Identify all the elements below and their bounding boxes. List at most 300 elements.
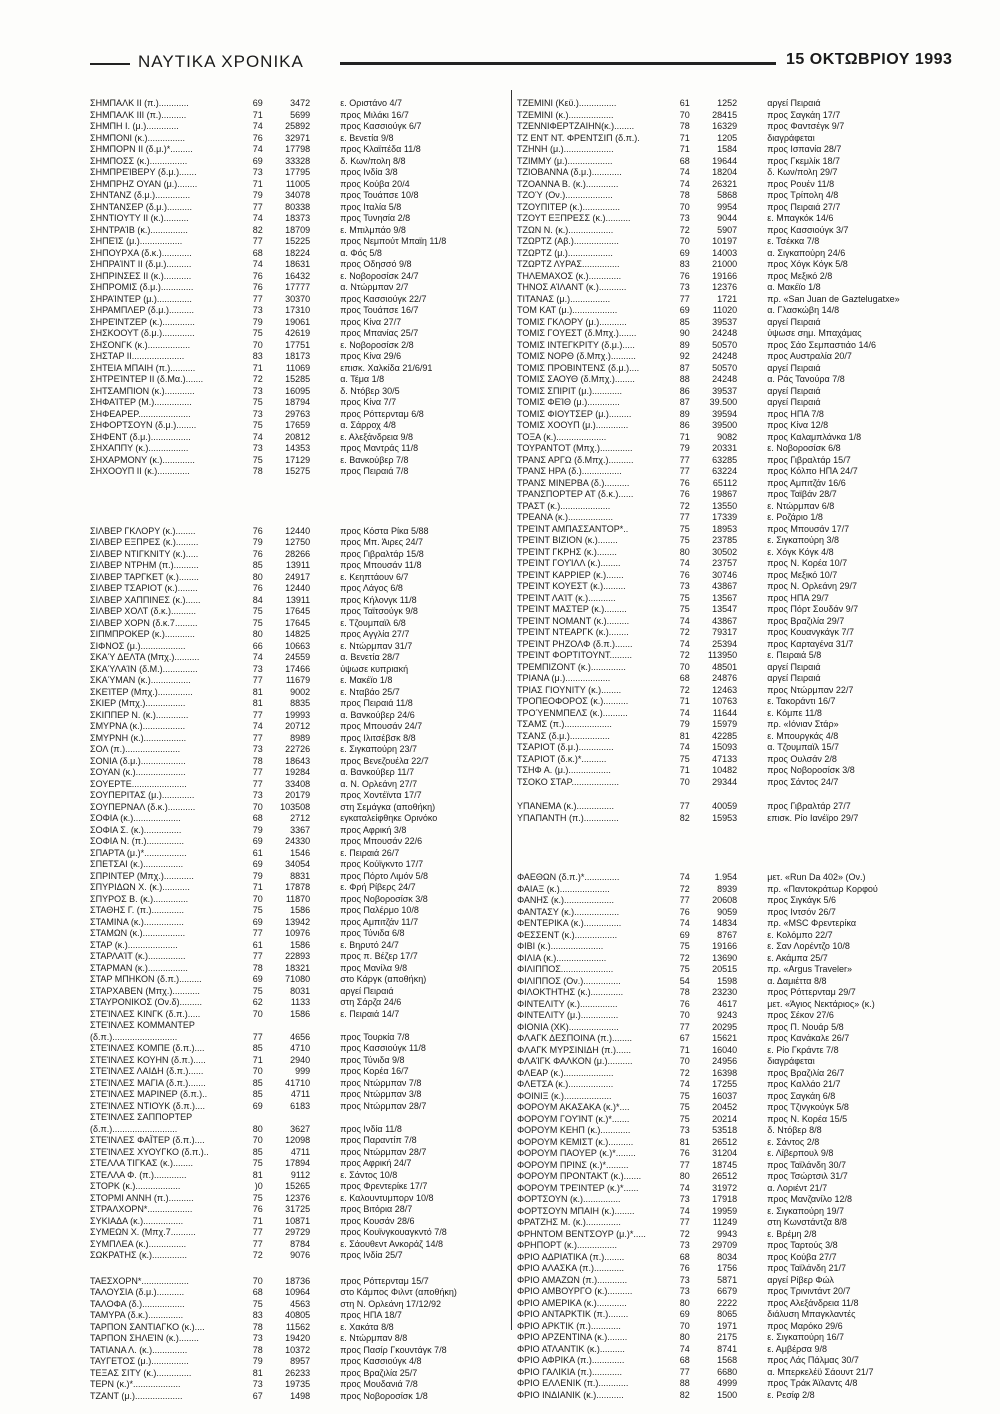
vessel-status: προς Κασσιούγκ 22/7	[340, 293, 427, 304]
vessel-status: προς Ινδία 11/8	[340, 1123, 402, 1134]
vessel-name: ΣΟΛ (π.)......................	[90, 744, 181, 754]
vessel-name: ΣΗΜΠΗ I. (μ.).............	[90, 121, 179, 131]
vessel-status: προς Μπουσάν 11/8	[340, 560, 422, 570]
vessel-status: ε. Βρέμη 2/8	[767, 1228, 817, 1239]
vessel-status: προς Βιτόρια 28/7	[340, 1204, 413, 1214]
vessel-row	[517, 466, 957, 478]
build-year: 74	[252, 721, 263, 731]
vessel-status: α. Λοριέντ 21/7	[767, 1182, 828, 1193]
vessel-name: ΣΗΦΑΊΤΕΡ (Μ.)...............	[90, 397, 192, 407]
vessel-row	[90, 1089, 530, 1101]
gross-tonnage: 5699	[290, 109, 311, 120]
gross-tonnage: 4656	[290, 1031, 311, 1042]
vessel-status: προς Πειραιά 7/8	[340, 466, 409, 476]
vessel-status: ε. Σιγκαπούρη 3/8	[767, 535, 840, 545]
vessel-name: ΦΟΡΤΣΟΥΝ (κ.)...............	[517, 1194, 621, 1204]
gross-tonnage: 8957	[290, 1356, 311, 1366]
vessel-name: ΦΡΙΟ ΑΡΖΕΝΤΙΝΑ (κ.)........	[517, 1332, 628, 1342]
vessel-status: ε. Βηρυτό 24/7	[340, 939, 399, 950]
gross-tonnage: 16095	[285, 385, 311, 396]
vessel-status: αργεί Πειραιά	[340, 985, 394, 996]
gross-tonnage: 19644	[712, 155, 738, 166]
vessel-status: ε. Νταβάο 25/7	[340, 686, 400, 697]
gross-tonnage: 1756	[717, 1263, 738, 1273]
build-year: 72	[679, 883, 690, 894]
vessel-name: ΤΡΟΎΕΝΜΠΕΛΣ (κ.)..........	[517, 707, 628, 718]
gross-tonnage: 11870	[285, 893, 311, 904]
gross-tonnage: 17878	[285, 882, 311, 892]
build-year: 74	[252, 259, 263, 269]
vessel-status: προς Κουσάν 28/6	[340, 1215, 415, 1226]
build-year: 72	[679, 500, 690, 511]
gross-tonnage: 39594	[712, 408, 738, 419]
vessel-name: ΣΗΝΤΑΝΣΕΡ (δ.μ.)..........	[90, 201, 192, 212]
vessel-status: προς Βραζιλία 29/7	[767, 615, 845, 626]
vessel-row	[90, 905, 530, 917]
vessel-row	[90, 986, 530, 998]
build-year: 80	[252, 1123, 263, 1134]
vessel-row	[517, 930, 957, 942]
gross-tonnage: 11679	[285, 675, 311, 685]
build-year: 68	[679, 155, 690, 166]
gross-tonnage: 9954	[717, 201, 738, 212]
vessel-status: αργεί Πειραιά	[767, 673, 821, 683]
build-year: 80	[679, 1332, 690, 1342]
build-year: 90	[679, 328, 690, 338]
vessel-name: ΤΗΝΟΣ ΑΊΛΑΝΤ (κ.)...........	[517, 282, 627, 292]
section-gap	[90, 478, 530, 526]
vessel-status: προς Μπουσάν 24/7	[340, 721, 423, 731]
gross-tonnage: 8989	[290, 732, 311, 743]
vessel-name: ΤΖΟΥΠΙΤΕΡ (κ.)...............	[517, 201, 621, 212]
build-year: 78	[252, 1321, 263, 1332]
build-year: 70	[252, 1135, 263, 1145]
vessel-row	[90, 202, 530, 214]
vessel-name: ΣΟΥΑΝ (κ.)....................	[90, 767, 186, 777]
vessel-row	[517, 1367, 957, 1379]
build-year: 68	[679, 1355, 690, 1365]
vessel-row	[90, 363, 530, 375]
vessel-name: ΣΩΚΡΑΤΗΣ (κ.)..............	[90, 1250, 188, 1260]
build-year: 73	[679, 1125, 690, 1135]
vessel-status: προς Τζινγκούγκ 5/8	[767, 1102, 849, 1112]
vessel-status: μετ. «Run Da 402» (Ον.)	[767, 872, 866, 882]
vessel-status: προς Καρταγένα 31/7	[767, 638, 854, 649]
build-year: 69	[252, 836, 263, 846]
vessel-status: προς Κασσιούγκ 4/8	[340, 1356, 422, 1366]
build-year: 70	[252, 1008, 263, 1019]
vessel-status: προς Κουανγκάγκ 7/7	[767, 627, 854, 637]
build-year: 73	[252, 744, 263, 754]
vessel-name: ΤΡΕΊΝΤ ΝΤΕΑΡΓΚ (κ.)........	[517, 627, 629, 637]
build-year: 73	[252, 385, 263, 396]
vessel-status: προς Ισπανία 28/7	[767, 144, 842, 154]
build-year: 72	[252, 1250, 263, 1260]
vessel-row	[90, 1368, 530, 1380]
vessel-status: προς Ινδία 25/7	[340, 1250, 403, 1260]
vessel-row	[517, 478, 957, 490]
vessel-name: ΣΙΛΒΕΡ ΧΑΠΠΙΝΕΣ (κ.)......	[90, 594, 201, 605]
vessel-row	[90, 1147, 530, 1159]
gross-tonnage: 9002	[290, 686, 311, 697]
build-year: 81	[252, 1169, 263, 1180]
gross-tonnage: 113950	[707, 650, 738, 660]
gross-tonnage: 17751	[285, 339, 311, 350]
vessel-status: δ. Κων/πολη 8/8	[340, 155, 406, 166]
vessel-row	[90, 432, 530, 444]
issue-date: 15 ΟΚΤΩΒΡΙΟΥ 1993	[786, 51, 953, 68]
vessel-status: προς Κασσιούγκ 6/7	[340, 121, 422, 131]
gross-tonnage: 11005	[285, 178, 311, 189]
gross-tonnage: 15275	[285, 466, 311, 476]
build-year: 70	[252, 801, 263, 812]
build-year: 75	[679, 1113, 690, 1124]
gross-tonnage: 8784	[290, 1238, 311, 1249]
vessel-row	[517, 420, 957, 432]
gross-tonnage: 42285	[712, 730, 738, 741]
vessel-name: ΤΟΜΙΣ ΓΚΛΟΡΥ (μ.)...........	[517, 316, 627, 327]
vessel-status: προς Κουϊνγκουαγκντό 7/8	[340, 1227, 447, 1237]
build-year: 76	[679, 1148, 690, 1158]
gross-tonnage: 1598	[717, 975, 738, 986]
build-year: 71	[679, 1044, 690, 1055]
gross-tonnage: 12098	[285, 1135, 311, 1145]
vessel-row	[517, 581, 957, 593]
vessel-name: ΣΗΜΠΟΡΝ II (δ.μ.)*.........	[90, 144, 193, 154]
vessel-status: προς Φαντσέγκ 9/7	[767, 121, 845, 131]
vessel-status: προς Καλαμπλάνκα 1/8	[767, 431, 862, 442]
vessel-name: ΦΙΝΤΕΛΙΤΥ (κ.)...............	[517, 998, 618, 1009]
vessel-name: ΤΑΥΓΕΤΟΣ (μ.)...............	[90, 1356, 189, 1366]
build-year: 74	[679, 742, 690, 752]
vessel-status: α. Δαμιέττα 8/8	[767, 975, 827, 986]
vessel-status: προς Ταϊβάν 28/7	[767, 489, 837, 499]
vessel-row	[517, 1194, 957, 1206]
vessel-name: ΦΡΑΤΖΗΣ Μ. (κ.)..............	[517, 1217, 621, 1227]
vessel-name: ΣΗΧΑΠΠΥ (κ.)................	[90, 443, 189, 453]
section-gap	[517, 788, 957, 801]
vessel-row	[90, 882, 530, 894]
vessel-status: προς Κόλπο ΗΠΑ 24/7	[767, 466, 858, 476]
gross-tonnage: 1546	[290, 847, 311, 858]
vessel-row	[517, 976, 957, 988]
vessel-status: ε. Ρεσίφ 2/8	[767, 1389, 815, 1400]
vessel-row	[517, 1137, 957, 1149]
vessel-row	[90, 698, 530, 710]
build-year: 79	[679, 443, 690, 453]
gross-tonnage: 15953	[712, 812, 738, 823]
vessel-row	[517, 570, 957, 582]
vessel-row	[517, 1263, 957, 1275]
vessel-name: ΤΑΕΣΧΟΡΝ*...................	[90, 1275, 189, 1286]
vessel-name: ΣΤΕΛΛΑ ΤΙΓΚΑΣ (κ.)........	[90, 1158, 193, 1168]
vessel-name: ΣΙΠΜΠΡΟΚΕΡ (κ.)............	[90, 629, 195, 639]
vessel-row	[517, 1344, 957, 1356]
gross-tonnage: 1586	[290, 905, 311, 915]
vessel-row	[90, 1276, 530, 1288]
gross-tonnage: 39537	[712, 316, 738, 327]
vessel-name: ΤΡΑΝΣΠΟΡΤΕΡ ΑΤ (δ.κ.)......	[517, 489, 634, 499]
vessel-name: ΤΖΑΝΤ (μ.)...................	[90, 1390, 183, 1401]
build-year: 77	[252, 236, 263, 246]
vessel-name: ΣΤΑΘΗΣ Γ. (π.).............	[90, 905, 184, 915]
gross-tonnage: 1252	[717, 98, 738, 108]
gross-tonnage: 19867	[712, 489, 738, 499]
vessel-row	[90, 1287, 530, 1299]
vessel-row	[517, 895, 957, 907]
build-year: 73	[679, 1274, 690, 1285]
vessel-status: ε. Πειραιά 14/7	[340, 1008, 400, 1019]
build-year: 74	[679, 918, 690, 928]
vessel-row	[517, 918, 957, 930]
build-year: 62	[252, 997, 263, 1007]
vessel-status: πρ. «Ιόνιαν Στάρ»	[767, 719, 839, 729]
gross-tonnage: 1971	[717, 1320, 738, 1331]
vessel-row	[517, 179, 957, 191]
vessel-row	[517, 1010, 957, 1022]
vessel-name: ΣΗΝΤΙΟΥΤΥ II (κ.)..........	[90, 213, 189, 223]
gross-tonnage: 10372	[285, 1344, 311, 1355]
build-year: 76	[252, 270, 263, 281]
vessel-name: ΣΙΦΝΟΣ (μ.)..................	[90, 640, 186, 651]
vessel-status: προς Τουάπσε 16/7	[340, 305, 419, 315]
build-year: 75	[679, 535, 690, 545]
vessel-name: ΣΤΕΛΛΑ Φ. (π.).............	[90, 1169, 187, 1180]
vessel-row	[517, 1079, 957, 1091]
gross-tonnage	[263, 1020, 310, 1032]
vessel-name: ΤΖΟΥΤ ΕΞΠΡΕΣΣ (κ.)..........	[517, 213, 631, 223]
vessel-name: ΦΡΙΟ ΑΔΡΙΑΤΙΚΑ (π.)........	[517, 1251, 625, 1262]
vessel-status: αργεί Πειραιά	[767, 385, 821, 396]
gross-tonnage: 20515	[712, 964, 738, 974]
vessel-status: προς Κήλονγκ 11/8	[340, 594, 417, 605]
vessel-status: προς Αμπιτζάν 16/6	[767, 477, 846, 488]
vessel-name: ΦΡΙΟ ΙΝΔΙΑΝΙΚ (κ.)...........	[517, 1389, 624, 1400]
gross-tonnage: 2222	[717, 1297, 738, 1308]
vessel-name: ΣΤΕΊΝΛΕΣ ΚΟΥΗΝ (δ.π.).....	[90, 1054, 206, 1065]
vessel-row	[90, 248, 530, 260]
vessel-row	[517, 547, 957, 559]
gross-tonnage: 22726	[285, 744, 311, 754]
vessel-name: ΤΟΜΙΣ ΓΟΥΕΣΤ (δ.Μπχ.).......	[517, 328, 637, 338]
vessel-row	[517, 593, 957, 605]
vessel-status: πρ. «Argus Traveler»	[767, 964, 853, 974]
vessel-name: ΤΡΕΊΝΤ ΜΑΣΤΕΡ (κ.).........	[517, 604, 627, 614]
vessel-status: προς Ταϊτσούγκ 9/8	[340, 606, 418, 616]
build-year: 74	[679, 558, 690, 568]
build-year: 76	[679, 1263, 690, 1273]
vessel-status: προς Ταϊλάνδη 30/7	[767, 1159, 847, 1170]
gross-tonnage: 15979	[712, 719, 738, 729]
build-year: 79	[252, 1356, 263, 1366]
build-year: 73	[252, 1333, 263, 1343]
vessel-status: ε. Σάντος 2/8	[767, 1136, 820, 1147]
vessel-status: ε. Σάουθεντ Ανκοράζ 14/8	[340, 1238, 444, 1249]
build-year: 75	[679, 1102, 690, 1112]
build-year: 69	[679, 1309, 690, 1319]
build-year: 81	[252, 1367, 263, 1378]
vessel-row	[90, 1356, 530, 1368]
vessel-name: ΤΖΕΜΙΝΙ (Κεϋ.)...............	[517, 98, 617, 108]
vessel-status: ε. Φρή Ρίβερς 24/7	[340, 882, 416, 892]
build-year: 89	[679, 408, 690, 419]
vessel-row	[517, 1033, 957, 1045]
vessel-name: ΣΗΠΡΙΝΣΕΣ II (κ.)...........	[90, 270, 192, 281]
vessel-status: προς Νεμπούτ Μπαϊη 11/8	[340, 236, 447, 246]
gross-tonnage: 39.500	[709, 397, 738, 407]
gross-tonnage: 24956	[712, 1056, 738, 1066]
vessel-status: προς Βραζιλία 26/7	[767, 1067, 845, 1078]
vessel-name: ΣΙΛΒΕΡ ΝΤΡΗΜ (π.)..........	[90, 560, 199, 570]
vessel-row	[90, 951, 530, 963]
build-year: 79	[252, 870, 263, 881]
vessel-status: προς Λάγος 6/8	[340, 583, 403, 593]
vessel-row	[90, 420, 530, 432]
vessel-status: προς Ταρτούς 3/8	[767, 1240, 838, 1250]
vessel-row	[90, 595, 530, 607]
vessel-name: ΤΕΡΝ (κ.)*...................	[90, 1379, 181, 1389]
vessel-row	[90, 836, 530, 848]
gross-tonnage: 4999	[717, 1378, 738, 1388]
vessel-name: ΣΗΜΠΑΛΚ II (π.)............	[90, 98, 189, 108]
vessel-name: (δ.π.)..........................	[90, 1123, 178, 1134]
vessel-name: ΤΟΜΙΣ ΝΟΡΘ (δ.Μπχ.)..........	[517, 351, 636, 361]
vessel-row	[517, 953, 957, 965]
vessel-name: ΦΡΙΟ ΓΑΛΙΚΙΑ (π.)............	[517, 1366, 623, 1377]
vessel-status: ε. Νοβοροσίσκ 24/7	[340, 270, 419, 281]
vessel-status: προς Ντώρμπαν 28/7	[340, 1146, 427, 1157]
vessel-status: προς Μεξικό 2/8	[767, 270, 833, 281]
gross-tonnage: 20179	[285, 790, 311, 800]
gross-tonnage: 25892	[285, 121, 311, 131]
gross-tonnage: 12376	[712, 282, 738, 292]
vessel-status: προς Λάς Πάλμας 30/7	[767, 1355, 859, 1365]
vessel-name: ΤΡΟΠΕΟΦΟΡΟΣ (κ.)..........	[517, 696, 629, 706]
gross-tonnage: 19420	[285, 1333, 311, 1343]
vessel-status: προς Νοβοροσίσκ 3/8	[340, 893, 428, 904]
build-year: 85	[252, 1089, 263, 1099]
vessel-status: προς Σέκον 27/6	[767, 1010, 834, 1020]
build-year: 70	[679, 1320, 690, 1331]
gross-tonnage: 34054	[285, 859, 311, 869]
vessel-status: στη Σεμάγκα (αποθήκη)	[340, 801, 436, 812]
vessel-name: ΤΖΕΜΙΝΙ (κ.)..................	[517, 109, 614, 120]
vessel-status: αργεί Πειραιά	[767, 397, 821, 407]
vessel-row	[90, 756, 530, 768]
gross-tonnage: 18709	[285, 224, 311, 235]
vessel-row	[517, 872, 957, 884]
vessel-row	[517, 524, 957, 536]
build-year: 74	[252, 121, 263, 131]
build-year: 76	[252, 132, 263, 143]
build-year: 75	[252, 454, 263, 465]
vessel-row	[517, 1022, 957, 1034]
build-year: 75	[252, 606, 263, 616]
vessel-name: ΣΙΛΒΕΡ ΝΤΙΓΚΝΙΤΥ (κ.).....	[90, 548, 199, 559]
vessel-status: προς Μπουσάν 22/6	[340, 836, 423, 846]
vessel-name: ΣΙΛΒΕΡ ΤΣΑΡΙΟΤ (κ.)........	[90, 583, 198, 593]
vessel-name: ΣΗΣΟΝΓΚ (κ.).................	[90, 339, 191, 350]
build-year: 78	[252, 962, 263, 973]
vessel-name: ΣΙΛΒΕΡ ΧΟΡΝ (δ.κ.7.........	[90, 617, 198, 628]
gross-tonnage: 1721	[717, 293, 738, 304]
build-year: 85	[252, 1077, 263, 1088]
vessel-status: προς Ν. Κορέα 10/7	[767, 558, 848, 568]
vessel-name: ΦΡΙΟ ΑΜΒΟΥΡΓΟ (κ.)..........	[517, 1286, 633, 1296]
vessel-row	[517, 489, 957, 501]
build-year: 77	[252, 732, 263, 743]
vessel-status: ε. Τακοράντι 16/7	[767, 696, 836, 706]
vessel-row	[517, 627, 957, 639]
build-year: 83	[252, 1310, 263, 1320]
vessel-name: ΣΤΕΊΝΛΕΣ ΣΑΠΠΟΡΤΕΡ	[90, 1112, 193, 1122]
vessel-row	[90, 963, 530, 975]
vessel-status: ε. Νοβοροσίσκ 6/8	[767, 443, 841, 453]
vessel-status: ε. Ροζάριο 1/8	[767, 512, 823, 522]
vessel-row	[90, 167, 530, 179]
vessel-status: α. Μπερκελέϋ Σάουντ 21/7	[767, 1366, 874, 1377]
vessel-row	[90, 1020, 530, 1032]
vessel-status: δ. Κων/πολη 29/7	[767, 167, 838, 177]
gross-tonnage: 1498	[290, 1390, 311, 1401]
build-year: 75	[252, 1192, 263, 1203]
vessel-name: ΤΖΗΝΗ (μ.)....................	[517, 144, 614, 154]
vessel-status: προς Φρεντερίκε 17/7	[340, 1181, 428, 1191]
vessel-status: αργεί Πειραιά	[767, 362, 821, 373]
vessel-name: ΤΑΜΥΡΑ (δ.κ.)..............	[90, 1310, 184, 1320]
gross-tonnage: 28415	[712, 109, 738, 120]
vessel-name: ΦΟΡΟΥΜ ΓΟΥΊΝΤ (κ.)*.......	[517, 1113, 630, 1124]
vessel-row	[517, 259, 957, 271]
vessel-name: ΥΠΑΝΕΜΑ (κ.)...............	[517, 801, 615, 811]
vessel-status: προς Κόστα Ρίκα 5/88	[340, 525, 429, 536]
vessel-row	[90, 928, 530, 940]
build-year: 74	[252, 144, 263, 154]
build-year: 75	[679, 964, 690, 974]
build-year: 76	[252, 583, 263, 593]
vessel-row	[90, 259, 530, 271]
vessel-name: ΣΜΥΡΝΑ (κ.).................	[90, 721, 186, 731]
vessel-name: ΦΡΙΟ ΕΛΛΕΝΙΚ (π.)............	[517, 1378, 629, 1388]
build-year: 74	[252, 213, 263, 223]
vessel-name: ΣΗΧΑΡΜΟΝΥ (κ.).............	[90, 454, 195, 465]
vessel-row	[517, 616, 957, 628]
vessel-row	[517, 110, 957, 122]
vessel-row	[90, 1158, 530, 1170]
gross-tonnage: 17918	[712, 1194, 738, 1204]
gross-tonnage: 14834	[712, 918, 738, 928]
vessel-row	[517, 1148, 957, 1160]
vessel-name: ΤΡΙΑΣ ΓΙΟΥΝΙΤΥ (κ.)........	[517, 684, 622, 695]
vessel-name: ΤΟΜΙΣ ΠΡΟΒΙΝΤΕΝΣ (δ.μ.)....	[517, 362, 640, 373]
vessel-name: ΦΑΝΤΑΣΥ (κ.)..................	[517, 906, 620, 917]
vessel-name: ΤΣΑΝΣ (δ.μ.)................	[517, 730, 610, 741]
vessel-status: προς Ρόττερνταμ 29/7	[767, 987, 856, 997]
vessel-name: ΦΟΙΝΙΞ (κ.)...................	[517, 1090, 612, 1101]
vessel-status: προς Σάο Σεμπαστιάο 14/6	[767, 339, 877, 350]
vessel-row	[90, 848, 530, 860]
gross-tonnage: 29344	[712, 776, 738, 787]
build-year: 69	[252, 155, 263, 166]
vessel-name: ΤΡΕΊΝΤ ΦΟΡΤΙΤΟΥΝΤ.........	[517, 650, 633, 660]
vessel-name: ΣΤΕΊΝΛΕΣ ΝΤΙΟΥΚ (δ.π.)....	[90, 1100, 206, 1111]
gross-tonnage: 5868	[717, 190, 738, 200]
gross-tonnage: 19166	[712, 270, 738, 281]
vessel-status: προς Τουρκία 7/8	[340, 1031, 410, 1042]
vessel-row	[517, 248, 957, 260]
gross-tonnage: 79317	[712, 627, 738, 637]
vessel-name: ΣΗΦΕΝΤ (δ.μ.)................	[90, 431, 191, 442]
